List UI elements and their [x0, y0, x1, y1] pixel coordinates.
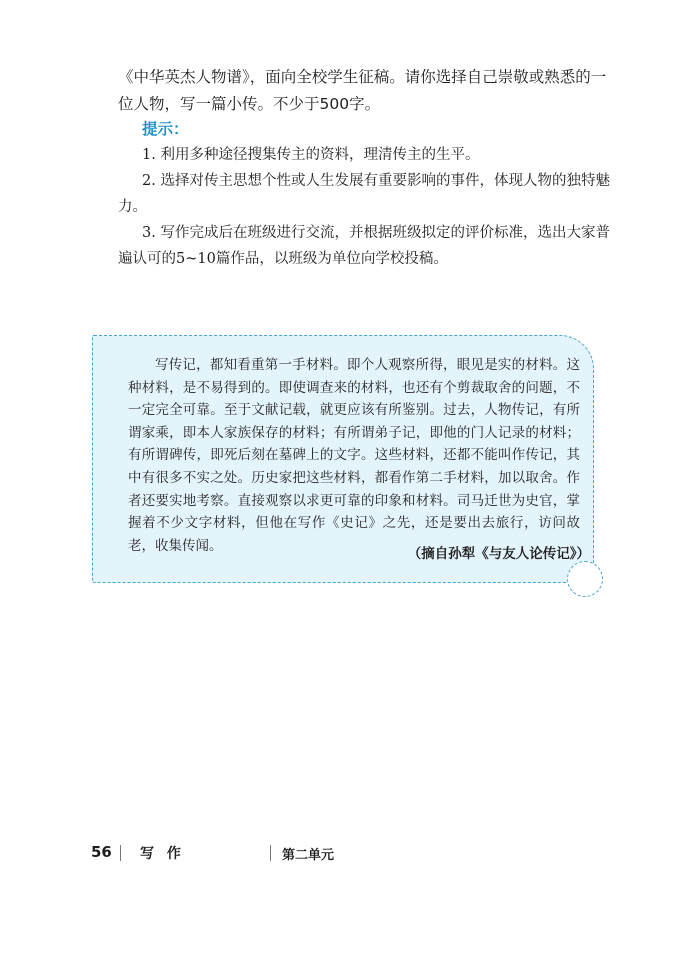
hint-list	[118, 142, 618, 272]
footer-section: 写 作	[140, 846, 185, 862]
hint-item: 2. 选择对传主思想个性或人生发展有重要影响的事件，体现人物的独特魅力。	[118, 173, 610, 215]
quote-box-notch	[567, 561, 603, 597]
quote-text: 写传记，都知看重第一手材料。即个人观察所得，眼见是实的材料。这种材料，是不易得到的。即使调查来的材料，也还有个剪裁取舍的问题，不一定完全可靠。至于文献记载，就更应该有所鉴别。过去，人物传记，有所谓家乘，即本人家族保存的材料；有所谓弟子记，即他的门人记录的材料；有所谓碑传，即死后刻在墓碑上的文字。这些材料，还都不能叫作传记，其中有很多不实之处。历史家把这些材料，都看作第二手材料，加以取舍。作者还要实地考察。直接观察以求更可靠的印象和材料。司马迁世为史官，掌握着不少文字材料，但他在写作《史记》之先，还是要出去旅行，访问故老，收集传闻。	[128, 357, 580, 554]
hint-item: 3. 写作完成后在班级进行交流，并根据班级拟定的评价标准，选出大家普遍认可的5~10篇作品，以班级为单位向学校投稿。	[118, 225, 610, 267]
footer-divider	[270, 845, 271, 861]
page-footer	[0, 841, 688, 865]
quote-source: （摘自孙犁《与友人论传记》）	[407, 546, 590, 562]
footer-unit: 第二单元	[282, 848, 335, 863]
hint-item: 1. 利用多种途径搜集传主的资料，理清传主的生平。	[142, 147, 480, 163]
page-number: 56	[91, 843, 112, 861]
footer-divider	[120, 845, 121, 861]
assignment-intro: 《中华英杰人物谱》，面向全校学生征稿。请你选择自己崇敬或熟悉的一位人物，写一篇小传。不少于500字。	[118, 68, 607, 113]
hint-label: 提示：	[142, 120, 189, 138]
